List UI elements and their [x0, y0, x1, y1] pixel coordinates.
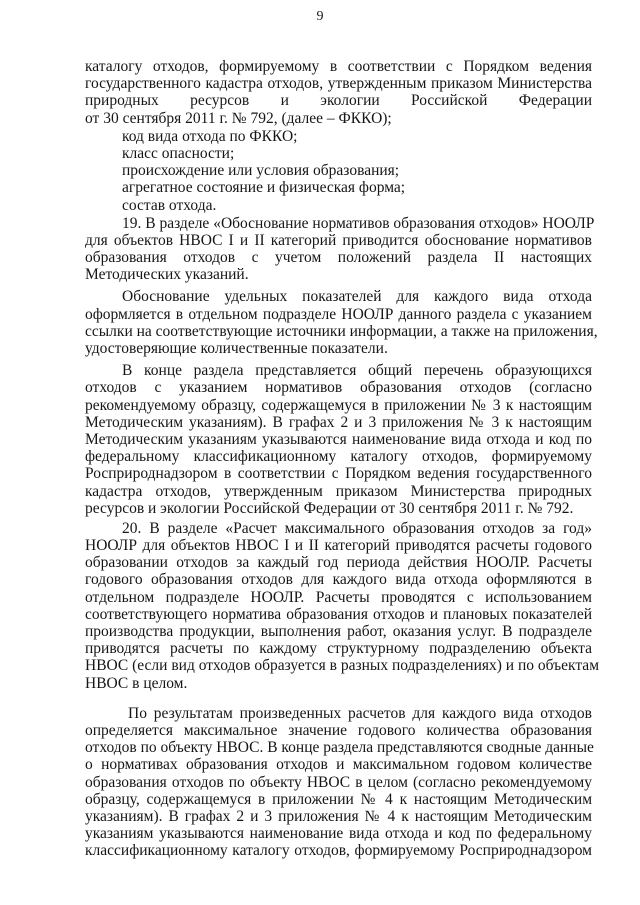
text-line: Методических указаний. [85, 266, 249, 284]
text-line: определяется максимальное значение годового количества образования [85, 721, 592, 739]
text-line: рекомендуемому образцу, содержащемуся в приложении № 3 к настоящим [85, 396, 592, 414]
list-item: состав отхода. [122, 196, 217, 214]
list-item: класс опасности; [122, 144, 235, 162]
paragraph-section-end [85, 362, 592, 517]
text-line: указаниям указываются наименование вида отхода и код по федеральному [85, 825, 592, 843]
text-line: производства продукции, выполнения работ, оказания услуг. В подразделе [85, 623, 592, 640]
text-line: государственного кадастра отходов, утвержденным приказом Министерства [85, 75, 592, 93]
text-line: В конце раздела представляется общий перечень образующихся [122, 362, 592, 380]
text-line: федеральному классификационному каталогу отходов, формируемому [85, 448, 592, 466]
text-line: от 30 сентября 2011 г. № 792, (далее – ФККО); [85, 109, 392, 127]
page-body [85, 58, 599, 860]
paragraph-20 [85, 519, 599, 692]
text-line: НВОС в целом. [85, 674, 188, 692]
text-line: отходов по объекту НВОС. В конце раздела представляются сводные данные [85, 739, 594, 757]
text-line: указаниям). В графах 2 и 3 приложения № 4 к настоящим Методическим [85, 807, 592, 825]
paragraph-19 [85, 214, 595, 284]
paragraph-calculation-results [85, 705, 592, 860]
text-line: Методическим указаниям). В графах 2 и 3 приложения № 3 к настоящим [85, 413, 592, 431]
text-line: образования отходов с учетом положений раздела II настоящих [85, 249, 592, 267]
list-item: агрегатное состояние и физическая форма; [122, 179, 406, 197]
text-line: удостоверяющие количественные показатели. [85, 340, 388, 357]
paragraph-fkko-intro [85, 58, 592, 127]
paragraph-justification [85, 288, 598, 357]
requirements-list [85, 128, 592, 214]
text-line: приводятся расчеты по каждому структурному подразделению объекта [85, 640, 592, 658]
list-item: код вида отхода по ФККО; [122, 127, 298, 145]
text-line: о нормативах образования отходов и максимальном годовом количестве [85, 756, 592, 774]
list-item: происхождение или условия образования; [122, 162, 400, 180]
text-line: образования отходов по объекту НВОС в целом (согласно рекомендуемому [85, 773, 592, 791]
text-line: для объектов НВОС I и II категорий приводится обоснование нормативов [85, 231, 592, 249]
text-line: образцу, содержащемуся в приложении № 4 к настоящим Методическим [85, 790, 592, 808]
text-line: Методическим указаниям указываются наименование вида отхода и код по [85, 430, 592, 448]
text-line: образовании отходов за каждый год периода действия НООЛР. Расчеты [85, 554, 592, 572]
text-line: каталогу отходов, формируемому в соответствии с Порядком ведения [85, 58, 592, 75]
text-line: отдельном подразделе НООЛР. Расчеты проводятся с использованием [85, 588, 592, 606]
text-line: годового образования отходов для каждого вида отхода оформляются в [85, 571, 592, 589]
text-line: НООЛР для объектов НВОС I и II категорий приводятся расчеты годового [85, 537, 592, 555]
text-line: Росприроднадзором в соответствии с Порядком ведения государственного [85, 465, 592, 483]
text-line: классификационному каталогу отходов, формируемому Росприроднадзором [85, 842, 592, 860]
text-line: 20. В разделе «Расчет максимального образования отходов за год» [122, 519, 592, 537]
text-line: ссылки на соответствующие источники информации, а также на приложения, [85, 322, 598, 340]
page-number: 9 [316, 9, 324, 24]
text-line: кадастра отходов, утвержденным приказом Министерства природных [85, 482, 592, 500]
text-line: отходов с указанием нормативов образования отходов (согласно [85, 379, 592, 397]
text-line: 19. В разделе «Обоснование нормативов образования отходов» НООЛР [122, 214, 595, 232]
text-line: По результатам произведенных расчетов для каждого вида отходов [128, 704, 592, 722]
text-line: природных ресурсов и экологии Российской Федерации [85, 92, 592, 110]
text-line: соответствующего норматива образования отходов и плановых показателей [85, 605, 592, 623]
text-line: Обоснование удельных показателей для каждого вида отхода [122, 288, 592, 306]
text-line: НВОС (если вид отходов образуется в разных подразделениях) и по объектам [85, 657, 599, 675]
text-line: ресурсов и экологии Российской Федерации от 30 сентября 2011 г. № 792. [85, 499, 574, 517]
text-line: оформляется в отдельном подразделе НООЛР данного раздела с указанием [85, 305, 592, 323]
